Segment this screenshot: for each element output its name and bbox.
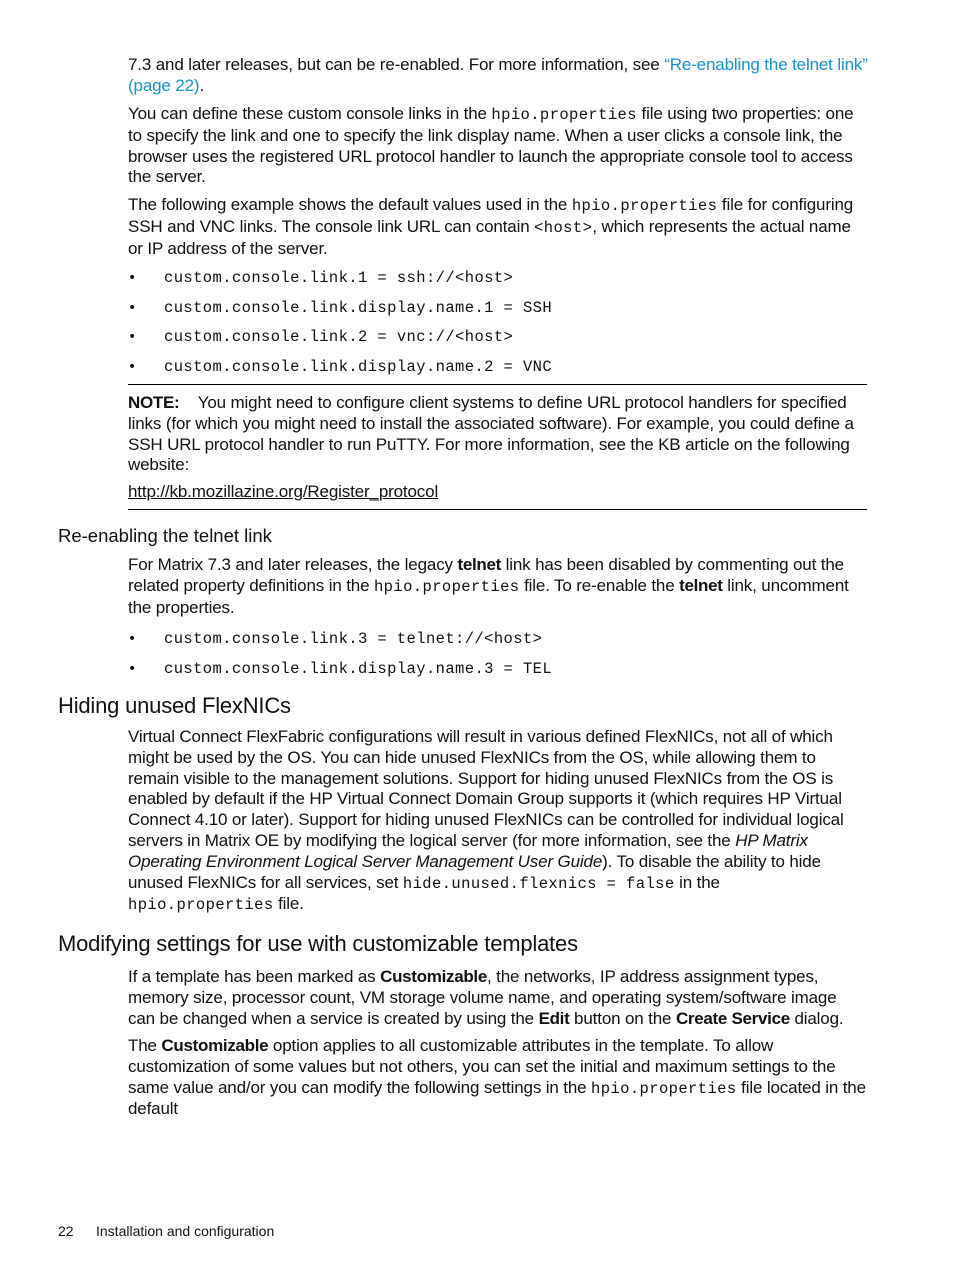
footer-section-title: Installation and configuration <box>96 1223 275 1239</box>
bullet-icon: • <box>128 270 137 286</box>
bullet-icon: • <box>128 660 137 677</box>
note-top-divider <box>128 384 867 385</box>
bullet-icon: • <box>128 631 137 647</box>
intro-text: 7.3 and later releases, but can be re-enabled. For more information, see <box>128 55 665 74</box>
list-item: • custom.console.link.2 = vnc://<host> <box>128 328 514 346</box>
hide-unused-flexnics-code: hide.unused.flexnics = false <box>402 874 675 893</box>
hpio-properties-code: hpio.properties <box>128 896 274 915</box>
list-item: • custom.console.link.display.name.1 = SSH <box>128 298 553 317</box>
telnet-section-heading: Re-enabling the telnet link <box>58 525 272 546</box>
note-box <box>128 393 868 476</box>
note-url-line <box>128 482 868 503</box>
telnet-bullet-list <box>128 629 868 688</box>
note-bottom-divider <box>128 509 867 510</box>
list-item: • custom.console.link.1 = ssh://<host> <box>128 269 514 287</box>
note-label: NOTE: <box>128 393 180 412</box>
list-item: • custom.console.link.display.name.3 = TEL <box>128 659 553 678</box>
console-link-bullet-list <box>128 268 868 386</box>
note-text: You might need to configure client systems to define URL protocol handlers for specified links (for which you might need to install the associated software). For example, you could define a SSH URL protocol handler to run PuTTY. For more information, see the KB article on the following website: <box>128 393 854 475</box>
hpio-properties-code: hpio.properties <box>591 1079 737 1098</box>
flexnics-section-heading: Hiding unused FlexNICs <box>58 693 291 718</box>
hpio-properties-code: hpio.properties <box>491 106 637 124</box>
flexnics-paragraph: Virtual Connect FlexFabric configurations will result in various defined FlexNICs, not all of which might be used by the OS. You can hide unused FlexNICs from the OS, while allowing them to remain visible to the management solutions. Support for hiding unused FlexNICs from the OS is enabled by default if the HP Virtual Connect Domain Group supports it (which requires HP Virtual Connect 4.10 or later). Support for hiding unused FlexNICs can be controlled for individual logical servers in Matrix OE by modifying the logical server (for more information, see the HP Matrix Operating Environment Logical Server Management User Guide). To disable the ability to hide unused FlexNICs for all services, set hide.unused.flexnics = false in the hpio.properties file. <box>128 727 844 915</box>
user-guide-title: HP Matrix Operating Environment Logical Server Management User Guide <box>128 830 808 871</box>
templates-paragraph-2: The Customizable option applies to all customizable attributes in the template. To allow customization of some values but not others, you can set the initial and maximum settings to the same value and/or you can modify the following settings in the hpio.properties file located in the default <box>128 1036 866 1119</box>
intro-paragraph-3: The following example shows the default values used in the hpio.properties file for configuring SSH and VNC links. The console link URL can contain <host>, which represents the actual name or IP address of the server. <box>128 195 854 258</box>
templates-paragraph-1: If a template has been marked as Customizable, the networks, IP address assignment types, memory size, processor count, VM storage volume name, and operating system/software image can be changed when a service is created by using the Edit button on the Create Service dialog. <box>128 967 844 1028</box>
host-placeholder-code: <host> <box>534 218 593 237</box>
list-item: • custom.console.link.display.name.2 = VNC <box>128 357 553 376</box>
templates-section-heading: Modifying settings for use with customizable templates <box>58 931 578 956</box>
bullet-icon: • <box>128 329 137 345</box>
bullet-icon: • <box>128 358 137 375</box>
telnet-paragraph: For Matrix 7.3 and later releases, the legacy telnet link has been disabled by commenting out the related property definitions in the hpio.properties file. To re-enable the telnet link, uncomment the properties. <box>128 555 849 617</box>
bullet-icon: • <box>128 299 137 316</box>
page-footer <box>58 1223 274 1239</box>
hpio-properties-code: hpio.properties <box>571 197 718 215</box>
list-item: • custom.console.link.3 = telnet://<host> <box>128 630 543 648</box>
intro-paragraph-2: You can define these custom console links in the hpio.properties file using two properties: one to specify the link and one to specify the link display name. When a user clicks a console link, the browser uses the registered URL protocol handler to launch the appropriate console tool to access the server. <box>128 104 854 187</box>
page-number: 22 <box>58 1223 74 1239</box>
hpio-properties-code: hpio.properties <box>373 577 520 596</box>
mozillazine-url-link[interactable]: http://kb.mozillazine.org/Register_protocol <box>128 482 439 501</box>
re-enabling-telnet-link[interactable]: “Re-enabling the telnet link” (page 22) <box>128 55 868 95</box>
intro-paragraph-1: 7.3 and later releases, but can be re-enabled. For more information, see “Re-enabling the telnet link” (page 22). <box>128 55 868 95</box>
